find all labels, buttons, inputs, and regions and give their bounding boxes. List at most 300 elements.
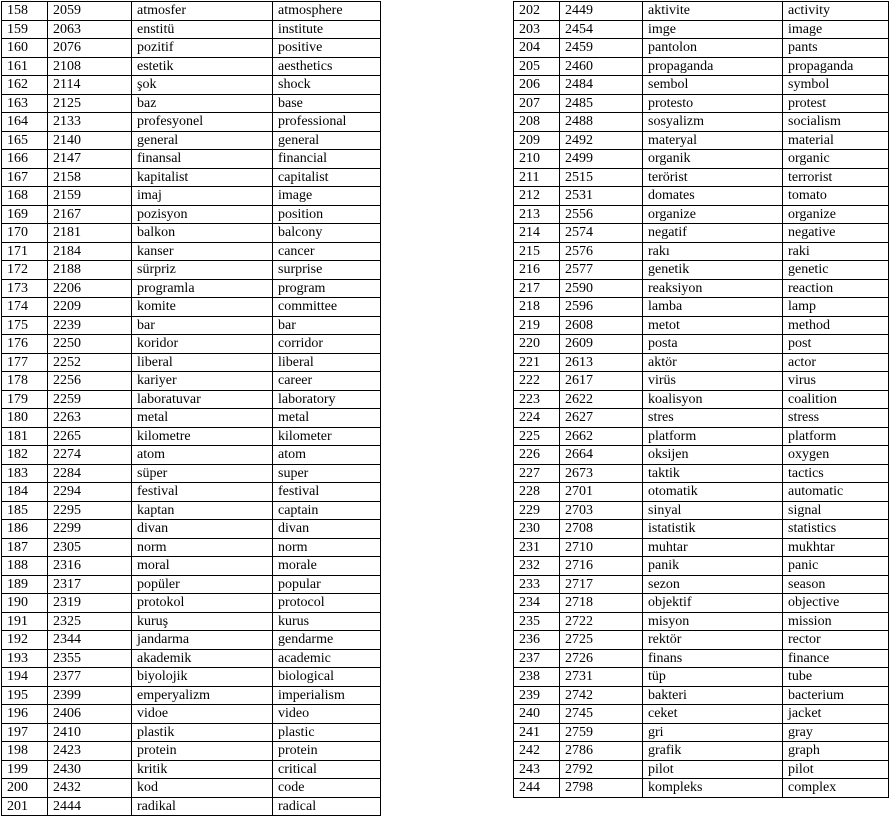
row-index-cell: 211 xyxy=(514,168,560,187)
row-index-cell: 192 xyxy=(2,631,48,650)
frequency-rank-cell: 2399 xyxy=(48,686,132,705)
turkish-word-cell: festival xyxy=(132,483,273,502)
turkish-word-cell: jandarma xyxy=(132,631,273,650)
turkish-word-cell: imaj xyxy=(132,187,273,206)
table-row xyxy=(514,686,889,705)
english-word-cell: code xyxy=(273,779,381,798)
row-index-cell: 202 xyxy=(514,2,560,21)
turkish-word-cell: popüler xyxy=(132,575,273,594)
table-row xyxy=(2,187,381,206)
word-table-left xyxy=(1,1,381,816)
table-row xyxy=(514,575,889,594)
table-row xyxy=(514,390,889,409)
english-word-cell: festival xyxy=(273,483,381,502)
table-row xyxy=(514,224,889,243)
frequency-rank-cell: 2410 xyxy=(48,723,132,742)
frequency-rank-cell: 2722 xyxy=(560,612,643,631)
turkish-word-cell: kapitalist xyxy=(132,168,273,187)
turkish-word-cell: grafik xyxy=(643,742,783,761)
english-word-cell: atom xyxy=(273,446,381,465)
table-row xyxy=(2,131,381,150)
frequency-rank-cell: 2181 xyxy=(48,224,132,243)
frequency-rank-cell: 2459 xyxy=(560,39,643,58)
english-word-cell: raki xyxy=(783,242,889,261)
table-row xyxy=(514,538,889,557)
english-word-cell: corridor xyxy=(273,335,381,354)
row-index-cell: 168 xyxy=(2,187,48,206)
turkish-word-cell: reaksiyon xyxy=(643,279,783,298)
row-index-cell: 232 xyxy=(514,557,560,576)
english-word-cell: mission xyxy=(783,612,889,631)
turkish-word-cell: rakı xyxy=(643,242,783,261)
frequency-rank-cell: 2299 xyxy=(48,520,132,539)
english-word-cell: image xyxy=(273,187,381,206)
english-word-cell: bar xyxy=(273,316,381,335)
frequency-rank-cell: 2063 xyxy=(48,20,132,39)
row-index-cell: 219 xyxy=(514,316,560,335)
frequency-rank-cell: 2454 xyxy=(560,20,643,39)
english-word-cell: super xyxy=(273,464,381,483)
turkish-word-cell: baz xyxy=(132,94,273,113)
turkish-word-cell: bar xyxy=(132,316,273,335)
english-word-cell: propaganda xyxy=(783,57,889,76)
english-word-cell: oxygen xyxy=(783,446,889,465)
turkish-word-cell: protesto xyxy=(643,94,783,113)
row-index-cell: 212 xyxy=(514,187,560,206)
frequency-rank-cell: 2263 xyxy=(48,409,132,428)
english-word-cell: rector xyxy=(783,631,889,650)
frequency-rank-cell: 2316 xyxy=(48,557,132,576)
row-index-cell: 207 xyxy=(514,94,560,113)
table-row xyxy=(2,575,381,594)
row-index-cell: 229 xyxy=(514,501,560,520)
english-word-cell: aesthetics xyxy=(273,57,381,76)
turkish-word-cell: metot xyxy=(643,316,783,335)
row-index-cell: 171 xyxy=(2,242,48,261)
row-index-cell: 158 xyxy=(2,2,48,21)
row-index-cell: 204 xyxy=(514,39,560,58)
frequency-rank-cell: 2515 xyxy=(560,168,643,187)
table-row xyxy=(2,594,381,613)
frequency-rank-cell: 2664 xyxy=(560,446,643,465)
turkish-word-cell: kaptan xyxy=(132,501,273,520)
english-word-cell: method xyxy=(783,316,889,335)
word-table-right xyxy=(513,1,889,798)
table-row xyxy=(514,612,889,631)
table-row xyxy=(2,298,381,317)
table-row xyxy=(2,427,381,446)
english-word-cell: gendarme xyxy=(273,631,381,650)
turkish-word-cell: akademik xyxy=(132,649,273,668)
table-row xyxy=(2,446,381,465)
frequency-rank-cell: 2406 xyxy=(48,705,132,724)
row-index-cell: 205 xyxy=(514,57,560,76)
turkish-word-cell: şok xyxy=(132,76,273,95)
table-row xyxy=(2,76,381,95)
frequency-rank-cell: 2708 xyxy=(560,520,643,539)
english-word-cell: platform xyxy=(783,427,889,446)
english-word-cell: image xyxy=(783,20,889,39)
turkish-word-cell: norm xyxy=(132,538,273,557)
table-row xyxy=(2,242,381,261)
turkish-word-cell: finansal xyxy=(132,150,273,169)
table-row xyxy=(2,723,381,742)
row-index-cell: 160 xyxy=(2,39,48,58)
english-word-cell: pilot xyxy=(783,760,889,779)
row-index-cell: 196 xyxy=(2,705,48,724)
english-word-cell: protein xyxy=(273,742,381,761)
frequency-rank-cell: 2206 xyxy=(48,279,132,298)
turkish-word-cell: plastik xyxy=(132,723,273,742)
frequency-rank-cell: 2147 xyxy=(48,150,132,169)
row-index-cell: 173 xyxy=(2,279,48,298)
table-row xyxy=(2,224,381,243)
english-word-cell: material xyxy=(783,131,889,150)
turkish-word-cell: pozitif xyxy=(132,39,273,58)
row-index-cell: 215 xyxy=(514,242,560,261)
turkish-word-cell: lamba xyxy=(643,298,783,317)
frequency-rank-cell: 2531 xyxy=(560,187,643,206)
row-index-cell: 166 xyxy=(2,150,48,169)
english-word-cell: symbol xyxy=(783,76,889,95)
turkish-word-cell: programla xyxy=(132,279,273,298)
row-index-cell: 165 xyxy=(2,131,48,150)
turkish-word-cell: platform xyxy=(643,427,783,446)
row-index-cell: 176 xyxy=(2,335,48,354)
english-word-cell: captain xyxy=(273,501,381,520)
turkish-word-cell: estetik xyxy=(132,57,273,76)
frequency-rank-cell: 2792 xyxy=(560,760,643,779)
turkish-word-cell: otomatik xyxy=(643,483,783,502)
frequency-rank-cell: 2140 xyxy=(48,131,132,150)
row-index-cell: 181 xyxy=(2,427,48,446)
table-row xyxy=(514,168,889,187)
frequency-rank-cell: 2377 xyxy=(48,668,132,687)
frequency-rank-cell: 2250 xyxy=(48,335,132,354)
frequency-rank-cell: 2613 xyxy=(560,353,643,372)
row-index-cell: 195 xyxy=(2,686,48,705)
table-row xyxy=(514,631,889,650)
frequency-rank-cell: 2294 xyxy=(48,483,132,502)
turkish-word-cell: kariyer xyxy=(132,372,273,391)
frequency-rank-cell: 2484 xyxy=(560,76,643,95)
table-row xyxy=(2,409,381,428)
turkish-word-cell: oksijen xyxy=(643,446,783,465)
frequency-rank-cell: 2317 xyxy=(48,575,132,594)
table-row xyxy=(514,649,889,668)
row-index-cell: 244 xyxy=(514,779,560,798)
english-word-cell: committee xyxy=(273,298,381,317)
turkish-word-cell: radikal xyxy=(132,797,273,816)
table-row xyxy=(514,261,889,280)
turkish-word-cell: divan xyxy=(132,520,273,539)
frequency-rank-cell: 2444 xyxy=(48,797,132,816)
table-row xyxy=(2,631,381,650)
row-index-cell: 239 xyxy=(514,686,560,705)
english-word-cell: popular xyxy=(273,575,381,594)
row-index-cell: 201 xyxy=(2,797,48,816)
turkish-word-cell: negatif xyxy=(643,224,783,243)
table-row xyxy=(514,372,889,391)
turkish-word-cell: stres xyxy=(643,409,783,428)
turkish-word-cell: protokol xyxy=(132,594,273,613)
frequency-rank-cell: 2574 xyxy=(560,224,643,243)
english-word-cell: atmosphere xyxy=(273,2,381,21)
table-row xyxy=(2,372,381,391)
english-word-cell: position xyxy=(273,205,381,224)
row-index-cell: 191 xyxy=(2,612,48,631)
table-row xyxy=(514,427,889,446)
frequency-rank-cell: 2590 xyxy=(560,279,643,298)
english-word-cell: positive xyxy=(273,39,381,58)
english-word-cell: program xyxy=(273,279,381,298)
table-row xyxy=(514,760,889,779)
row-index-cell: 208 xyxy=(514,113,560,132)
table-row xyxy=(514,131,889,150)
frequency-rank-cell: 2622 xyxy=(560,390,643,409)
table-row xyxy=(514,483,889,502)
row-index-cell: 190 xyxy=(2,594,48,613)
frequency-rank-cell: 2608 xyxy=(560,316,643,335)
row-index-cell: 217 xyxy=(514,279,560,298)
turkish-word-cell: emperyalizm xyxy=(132,686,273,705)
frequency-rank-cell: 2209 xyxy=(48,298,132,317)
turkish-word-cell: sürpriz xyxy=(132,261,273,280)
row-index-cell: 218 xyxy=(514,298,560,317)
english-word-cell: professional xyxy=(273,113,381,132)
row-index-cell: 183 xyxy=(2,464,48,483)
turkish-word-cell: vidoe xyxy=(132,705,273,724)
english-word-cell: protest xyxy=(783,94,889,113)
row-index-cell: 206 xyxy=(514,76,560,95)
row-index-cell: 188 xyxy=(2,557,48,576)
frequency-rank-cell: 2274 xyxy=(48,446,132,465)
frequency-rank-cell: 2295 xyxy=(48,501,132,520)
row-index-cell: 242 xyxy=(514,742,560,761)
turkish-word-cell: posta xyxy=(643,335,783,354)
turkish-word-cell: gri xyxy=(643,723,783,742)
table-row xyxy=(2,113,381,132)
table-row xyxy=(514,94,889,113)
english-word-cell: kurus xyxy=(273,612,381,631)
english-word-cell: virus xyxy=(783,372,889,391)
row-index-cell: 227 xyxy=(514,464,560,483)
frequency-rank-cell: 2460 xyxy=(560,57,643,76)
row-index-cell: 210 xyxy=(514,150,560,169)
row-index-cell: 185 xyxy=(2,501,48,520)
table-row xyxy=(514,520,889,539)
english-word-cell: shock xyxy=(273,76,381,95)
frequency-rank-cell: 2745 xyxy=(560,705,643,724)
turkish-word-cell: protein xyxy=(132,742,273,761)
table-row xyxy=(2,390,381,409)
turkish-word-cell: aktör xyxy=(643,353,783,372)
row-index-cell: 169 xyxy=(2,205,48,224)
english-word-cell: general xyxy=(273,131,381,150)
table-row xyxy=(514,187,889,206)
table-row xyxy=(2,649,381,668)
frequency-rank-cell: 2184 xyxy=(48,242,132,261)
table-row xyxy=(2,520,381,539)
row-index-cell: 235 xyxy=(514,612,560,631)
frequency-rank-cell: 2432 xyxy=(48,779,132,798)
english-word-cell: objective xyxy=(783,594,889,613)
row-index-cell: 241 xyxy=(514,723,560,742)
table-row xyxy=(514,446,889,465)
english-word-cell: pants xyxy=(783,39,889,58)
english-word-cell: protocol xyxy=(273,594,381,613)
turkish-word-cell: organik xyxy=(643,150,783,169)
english-word-cell: tube xyxy=(783,668,889,687)
frequency-rank-cell: 2259 xyxy=(48,390,132,409)
table-row xyxy=(2,353,381,372)
row-index-cell: 238 xyxy=(514,668,560,687)
table-row xyxy=(514,409,889,428)
row-index-cell: 226 xyxy=(514,446,560,465)
english-word-cell: reaction xyxy=(783,279,889,298)
row-index-cell: 240 xyxy=(514,705,560,724)
frequency-rank-cell: 2662 xyxy=(560,427,643,446)
table-row xyxy=(514,316,889,335)
english-word-cell: tactics xyxy=(783,464,889,483)
table-row xyxy=(514,39,889,58)
table-row xyxy=(514,298,889,317)
turkish-word-cell: propaganda xyxy=(643,57,783,76)
frequency-rank-cell: 2108 xyxy=(48,57,132,76)
frequency-rank-cell: 2725 xyxy=(560,631,643,650)
turkish-word-cell: süper xyxy=(132,464,273,483)
english-word-cell: actor xyxy=(783,353,889,372)
english-word-cell: divan xyxy=(273,520,381,539)
row-index-cell: 214 xyxy=(514,224,560,243)
turkish-word-cell: pantolon xyxy=(643,39,783,58)
english-word-cell: finance xyxy=(783,649,889,668)
table-row xyxy=(514,20,889,39)
table-row xyxy=(2,483,381,502)
row-index-cell: 198 xyxy=(2,742,48,761)
table-row xyxy=(514,594,889,613)
row-index-cell: 159 xyxy=(2,20,48,39)
row-index-cell: 200 xyxy=(2,779,48,798)
frequency-rank-cell: 2710 xyxy=(560,538,643,557)
english-word-cell: capitalist xyxy=(273,168,381,187)
turkish-word-cell: misyon xyxy=(643,612,783,631)
row-index-cell: 209 xyxy=(514,131,560,150)
turkish-word-cell: sembol xyxy=(643,76,783,95)
table-row xyxy=(514,705,889,724)
frequency-rank-cell: 2133 xyxy=(48,113,132,132)
table-row xyxy=(2,742,381,761)
row-index-cell: 163 xyxy=(2,94,48,113)
word-table-right-body xyxy=(514,2,889,798)
row-index-cell: 222 xyxy=(514,372,560,391)
table-row xyxy=(514,742,889,761)
english-word-cell: base xyxy=(273,94,381,113)
frequency-rank-cell: 2449 xyxy=(560,2,643,21)
row-index-cell: 231 xyxy=(514,538,560,557)
word-table-left-body xyxy=(2,2,381,816)
frequency-rank-cell: 2499 xyxy=(560,150,643,169)
frequency-rank-cell: 2627 xyxy=(560,409,643,428)
english-word-cell: kilometer xyxy=(273,427,381,446)
english-word-cell: academic xyxy=(273,649,381,668)
frequency-rank-cell: 2726 xyxy=(560,649,643,668)
row-index-cell: 220 xyxy=(514,335,560,354)
english-word-cell: terrorist xyxy=(783,168,889,187)
turkish-word-cell: moral xyxy=(132,557,273,576)
turkish-word-cell: virüs xyxy=(643,372,783,391)
table-row xyxy=(514,335,889,354)
table-row xyxy=(2,668,381,687)
turkish-word-cell: imge xyxy=(643,20,783,39)
english-word-cell: balcony xyxy=(273,224,381,243)
frequency-rank-cell: 2167 xyxy=(48,205,132,224)
table-row xyxy=(514,205,889,224)
row-index-cell: 221 xyxy=(514,353,560,372)
english-word-cell: video xyxy=(273,705,381,724)
english-word-cell: panic xyxy=(783,557,889,576)
frequency-rank-cell: 2344 xyxy=(48,631,132,650)
english-word-cell: institute xyxy=(273,20,381,39)
turkish-word-cell: pozisyon xyxy=(132,205,273,224)
table-row xyxy=(514,150,889,169)
frequency-rank-cell: 2305 xyxy=(48,538,132,557)
turkish-word-cell: objektif xyxy=(643,594,783,613)
table-row xyxy=(2,2,381,21)
table-row xyxy=(514,2,889,21)
table-row xyxy=(2,150,381,169)
frequency-rank-cell: 2759 xyxy=(560,723,643,742)
table-row xyxy=(514,723,889,742)
turkish-word-cell: metal xyxy=(132,409,273,428)
table-row xyxy=(514,353,889,372)
row-index-cell: 225 xyxy=(514,427,560,446)
turkish-word-cell: terörist xyxy=(643,168,783,187)
row-index-cell: 230 xyxy=(514,520,560,539)
row-index-cell: 177 xyxy=(2,353,48,372)
english-word-cell: metal xyxy=(273,409,381,428)
turkish-word-cell: kilometre xyxy=(132,427,273,446)
english-word-cell: radical xyxy=(273,797,381,816)
english-word-cell: genetic xyxy=(783,261,889,280)
turkish-word-cell: kod xyxy=(132,779,273,798)
table-row xyxy=(2,686,381,705)
english-word-cell: morale xyxy=(273,557,381,576)
english-word-cell: mukhtar xyxy=(783,538,889,557)
row-index-cell: 194 xyxy=(2,668,48,687)
turkish-word-cell: rektör xyxy=(643,631,783,650)
table-row xyxy=(514,779,889,798)
turkish-word-cell: bakteri xyxy=(643,686,783,705)
turkish-word-cell: muhtar xyxy=(643,538,783,557)
turkish-word-cell: organize xyxy=(643,205,783,224)
turkish-word-cell: atom xyxy=(132,446,273,465)
turkish-word-cell: laboratuvar xyxy=(132,390,273,409)
frequency-rank-cell: 2284 xyxy=(48,464,132,483)
table-row xyxy=(2,538,381,557)
table-row xyxy=(514,464,889,483)
english-word-cell: complex xyxy=(783,779,889,798)
turkish-word-cell: taktik xyxy=(643,464,783,483)
frequency-rank-cell: 2158 xyxy=(48,168,132,187)
english-word-cell: socialism xyxy=(783,113,889,132)
table-row xyxy=(2,705,381,724)
row-index-cell: 187 xyxy=(2,538,48,557)
table-row xyxy=(514,57,889,76)
turkish-word-cell: materyal xyxy=(643,131,783,150)
english-word-cell: tomato xyxy=(783,187,889,206)
frequency-rank-cell: 2355 xyxy=(48,649,132,668)
